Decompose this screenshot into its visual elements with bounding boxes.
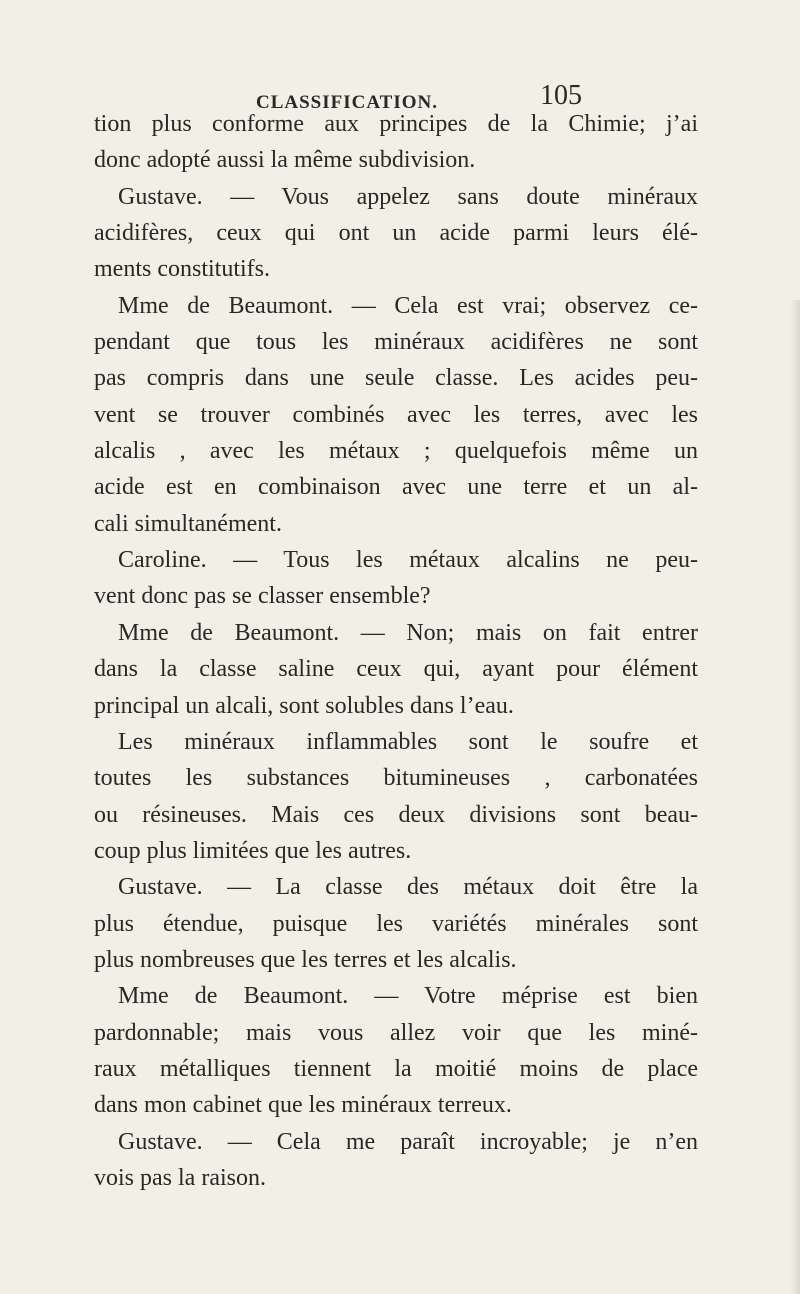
text-line: alcalis , avec les métaux ; quelquefois même un: [94, 438, 698, 465]
text-line: vois pas la raison.: [94, 1164, 266, 1191]
text-line: plus nombreuses que les terres et les alcalis.: [94, 946, 517, 973]
dialogue-line: Gustave. — Vous appelez sans doute minéraux: [118, 183, 698, 210]
dialogue-line: Mme de Beaumont. — Votre méprise est bien: [118, 983, 698, 1010]
running-head: CLASSIFICATION.: [256, 92, 438, 113]
text-line: pendant que tous les minéraux acidifères ne sont: [94, 329, 698, 356]
text-line: acide est en combinaison avec une terre et un al-: [94, 474, 698, 501]
text-line: dans la classe saline ceux qui, ayant pour élément: [94, 656, 698, 683]
dialogue-line: Gustave. — La classe des métaux doit être la: [118, 874, 698, 901]
text-line: coup plus limitées que les autres.: [94, 837, 412, 864]
dialogue-line: Mme de Beaumont. — Non; mais on fait entrer: [118, 619, 698, 646]
text-line: toutes les substances bitumineuses , carbonatées: [94, 765, 698, 792]
text-line: donc adopté aussi la même subdivision.: [94, 147, 476, 174]
text-line: vent donc pas se classer ensemble?: [94, 583, 431, 610]
page-edge-shadow: [790, 300, 800, 1294]
text-line: tion plus conforme aux principes de la Chimie; j’ai: [94, 111, 698, 137]
text-line: raux métalliques tiennent la moitié moins de place: [94, 1055, 698, 1082]
text-line: pardonnable; mais vous allez voir que les miné-: [94, 1019, 698, 1046]
text-line: principal un alcali, sont solubles dans l’eau.: [94, 692, 514, 719]
text-line: dans mon cabinet que les minéraux terreux.: [94, 1092, 512, 1119]
text-line: acidifères, ceux qui ont un acide parmi leurs élé-: [94, 220, 698, 247]
text-line: vent se trouver combinés avec les terres, avec les: [94, 401, 698, 428]
text-line: ou résineuses. Mais ces deux divisions sont beau-: [94, 801, 698, 828]
dialogue-line: Mme de Beaumont. — Cela est vrai; observez ce-: [118, 292, 698, 319]
text-line: Les minéraux inflammables sont le soufre et: [118, 728, 698, 755]
page-number: 105: [540, 80, 582, 111]
dialogue-line: Gustave. — Cela me paraît incroyable; je n’en: [118, 1128, 698, 1155]
body-text: [94, 106, 698, 1196]
text-line: pas compris dans une seule classe. Les acides peu-: [94, 365, 698, 392]
text-line: cali simultanément.: [94, 510, 282, 537]
dialogue-line: Caroline. — Tous les métaux alcalins ne peu-: [118, 547, 698, 574]
text-line: ments constitutifs.: [94, 256, 270, 283]
text-line: plus étendue, puisque les variétés minérales sont: [94, 910, 698, 937]
